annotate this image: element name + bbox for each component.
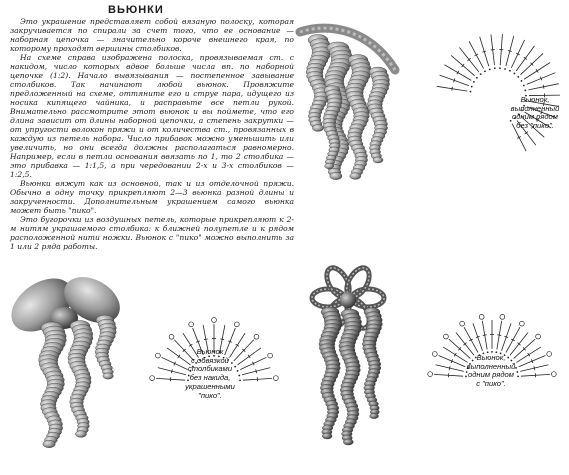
paragraph: Это украшение представляет собой вязаную полоску, которая закручивается по спирали за счет того, что ее основание — наборная цепочка — значительно короче внешнего края, по которому проходят вершины столбиков. [10, 17, 294, 53]
caption-top-right: Вьюнок, выполненный одним рядом без "пико". [510, 95, 560, 131]
diagram-no-picot [437, 34, 560, 151]
caption-bottom-right: Вьюнок, выполненный одним рядом с "пико". [466, 353, 516, 389]
photo-flower [312, 264, 384, 445]
paragraph: Это бугорочки из воздушных петель, которые прикрепляют к 2-м нитям украшаемого столбика: к ближней полупетле и к рядом расположенной нити ножки. Вьюнок с "пико" можно выполнить за 1 или 2 ряда работы. [10, 215, 294, 252]
photo-spiral-curls [300, 28, 395, 180]
paragraph: Вьюнки вяжут как из основной, так и из отделочной пряжи. Обычно в одну точку прикрепляют 2—3 вьюнка разной длины и закрученности. Дополнительным украшением самого вьюнка может быть "пико". [10, 179, 294, 216]
article-title: ВЬЮНКИ [108, 4, 164, 16]
caption-bottom-left: Вьюнок с обвязкой столбиками без накида, украшенными "пико". [185, 347, 235, 400]
paragraph: На схеме справа изображена полоска, провязываемая ст. с накидом, число которых вдвое больше числа вп. по наборной цепочке (1:2). Начало вывязывания — постепенное завывание столбиков. Так начинают любой вьюнок. Провяжите предложенный на схеме, оттяните его и струе пара, идущего из носика кипящего чайника, и расправьте все петли рукой. Внимательно рассмотрите этот вьюнок и вы поймете, что его длина зависит от длины наборной цепочки, а степень закрутки — от упругости волокон пряжи и от количества ст., провязанных в каждую из петель набора. Число прибавок можно уменьшить или увеличить, но они всегда должны располагаться равномерно. Например, если в петли основания ввязать по 1, то 2 столбика — это прибавка — 1:1,5, а при чередовании 2-х и 3-х столбиков — 1:2,5. [10, 53, 294, 179]
photo-bow [2, 267, 128, 447]
